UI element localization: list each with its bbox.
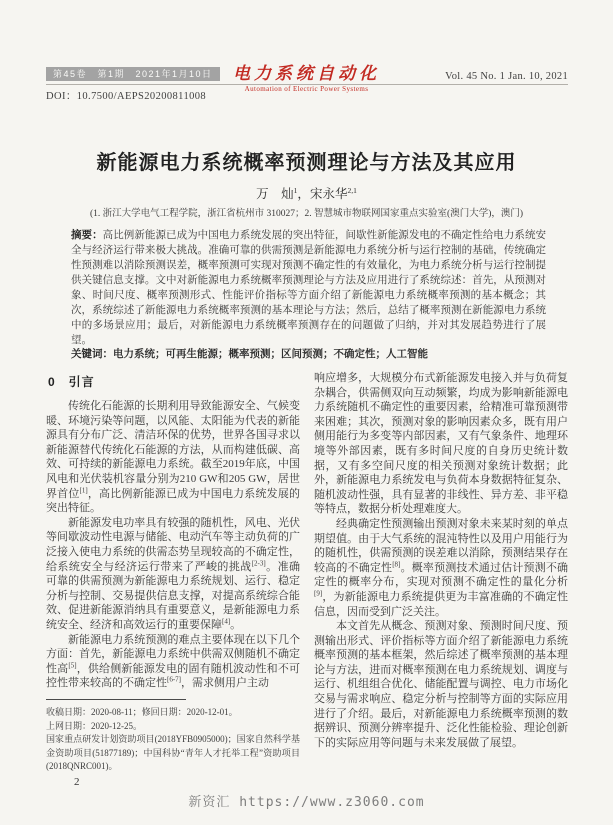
abstract-label: 摘要： xyxy=(71,229,103,241)
volume-issue-date: Vol. 45 No. 1 Jan. 10, 2021 xyxy=(445,71,568,82)
journal-logo-cn: 电力系统自动化 xyxy=(233,64,380,83)
section-heading-introduction: 0 引言 xyxy=(48,375,95,389)
article-title: 新能源电力系统概率预测理论与方法及其应用 xyxy=(96,152,517,174)
abstract-block xyxy=(71,228,546,348)
keywords-label: 关键词： xyxy=(71,348,113,360)
issue-badge: 第45卷 第1期 2021年1月10日 xyxy=(46,67,220,81)
page-number: 2 xyxy=(74,776,80,788)
footnote-block xyxy=(46,699,300,774)
right-column xyxy=(314,371,568,771)
keywords-block xyxy=(71,346,546,361)
footnote-received-dates: 收稿日期：2020-08-11；修回日期：2020-12-01。 xyxy=(46,707,238,717)
author-1-affiliation-sup: 1 xyxy=(293,185,298,195)
footnote-rule xyxy=(46,699,186,700)
journal-logo-en: Automation of Electric Power Systems xyxy=(244,85,369,93)
abstract-text: 高比例新能源已成为中国电力系统发展的突出特征，间歇性新能源发电的不确定性给电力系统安全与经济运行带来极大挑战。准确可靠的供需预测是新能源电力系统分析与运行控制的基础，传统确定性预测难以消除预测误差，概率预测可实现对预测不确定性的有效量化，为电力系统分析与运行控制提供关键信息支撑。文中对新能源电力系统概率预测理论与方法及应用进行了系统综述：首先，从预测对象、时间尺度、概率预测形式、性能评价指标等方面介绍了新能源电力系统概率预测的基本概念；其次，系统综述了新能源电力系统概率预测的基本理论与方法；然后，总结了概率预测在新能源电力系统中的多场景应用；最后，对新能源电力系统概率预测存在的问题做了归纳，并对其发展趋势进行了展望。 xyxy=(71,230,546,346)
body-paragraph: 新能源电力系统预测的难点主要体现在以下几个方面：首先，新能源电力系统中供需双侧随机不确定性高[5]，供给侧新能源发电的固有随机波动性和不可控性带来较高的不确定性[6-7]，需求侧用户主动 xyxy=(46,633,300,690)
affiliation-line: (1. 浙江大学电气工程学院，浙江省杭州市 310027；2. 智慧城市物联网国家重点实验室(澳门大学)，澳门) xyxy=(89,209,524,219)
author-2: 宋永华 xyxy=(309,187,348,201)
body-paragraph: 本文首先从概念、预测对象、预测时间尺度、预测输出形式、评价指标等方面介绍了新能源电力系统概率预测的基本框架，然后综述了概率预测的基本理论与方法，进而对概率预测在电力系统规划、调度与运行、机组组合优化、储能配置与调控、电力市场化交易与需求响应、稳定分析与控制等方面的实际应用进行了介绍。最后，对新能源电力系统概率预测的数据辨识、预测分辨率提升、泛化性能检验、理论创新下的实际应用等问题与未来发展做了展望。 xyxy=(314,620,568,749)
authors-line xyxy=(0,184,613,202)
author-1: 万 灿 xyxy=(256,187,294,201)
doi-text: DOI：10.7500/AEPS20200811008 xyxy=(46,91,207,102)
body-paragraph: 传统化石能源的长期利用导致能源安全、气候变暖、环境污染等问题，以风能、太阳能为代表的新能源具有分布广泛、清洁环保的优势，世界各国寻求以新能源替代传统化石能源的方法，从而构建低碳、高效、可持续的新能源电力系统。截至2019年底，中国风电和光伏装机容量分别为210 GW和205 GW，居世界首位[1]，高比例新能源已成为中国电力系统发展的突出特征。 xyxy=(46,400,300,515)
watermark-text: 新资汇 https://www.z3060.com xyxy=(188,795,425,810)
author-2-affiliation-sup: 2,1 xyxy=(347,185,357,195)
body-paragraph: 经典确定性预测输出预测对象未来某时刻的单点期望值。由于大气系统的混沌特性以及用户用能行为的随机性，供需预测的误差难以消除，预测结果存在较高的不确定性[8]。概率预测技术通过估计预测不确定性的概率分布，实现对预测不确定性的量化分析[9]，为新能源电力系统提供更为丰富准确的不确定性信息，因而受到广泛关注。 xyxy=(314,517,568,618)
left-column xyxy=(46,371,300,697)
footnote-online-date: 上网日期：2020-12-25。 xyxy=(46,720,142,731)
author-separator: ， xyxy=(297,187,310,201)
footnote-funding: 国家重点研发计划资助项目(2018YFB0905000)；国家自然科学基金资助项目(51877189)；中国科协“青年人才托举工程”资助项目(2018QNRC001)。 xyxy=(46,734,300,771)
body-paragraph-continued: 响应增多，大规模分布式新能源发电接入并与负荷复杂耦合，供需侧双向互动频繁，均成为影响新能源电力系统随机不确定性的重要因素，给精准可靠预测带来困难；其次，预测对象的影响因素众多，既有用户侧用能行为多变等内部因素，又有气象条件、地理环境等外部因素，既有多时间尺度的自身历史统计数据，又有多空间尺度的相关预测对象统计数据；此外，新能源电力系统发电与负荷本身数据特征复杂、随机波动性强，具有显著的非线性、异方差、非平稳等特点，数据分析处理难度大。 xyxy=(314,372,568,516)
body-paragraph: 新能源发电功率具有较强的随机性，风电、光伏等间歇波动性电源与储能、电动汽车等主动负荷的广泛接入使电力系统的供需态势呈现较高的不确定性，给系统安全与经济运行带来了严峻的挑战[2-3]。准确可靠的供需预测为新能源电力系统规划、运行、稳定分析与控制、交易提供信息支撑，对提高系统综合能效、促进新能源消纳具有重要意义，是新能源电力系统安全、经济和高效运行的重要保障[4]。 xyxy=(46,516,300,631)
keywords-text: 电力系统；可再生能源；概率预测；区间预测；不确定性；人工智能 xyxy=(113,348,428,360)
